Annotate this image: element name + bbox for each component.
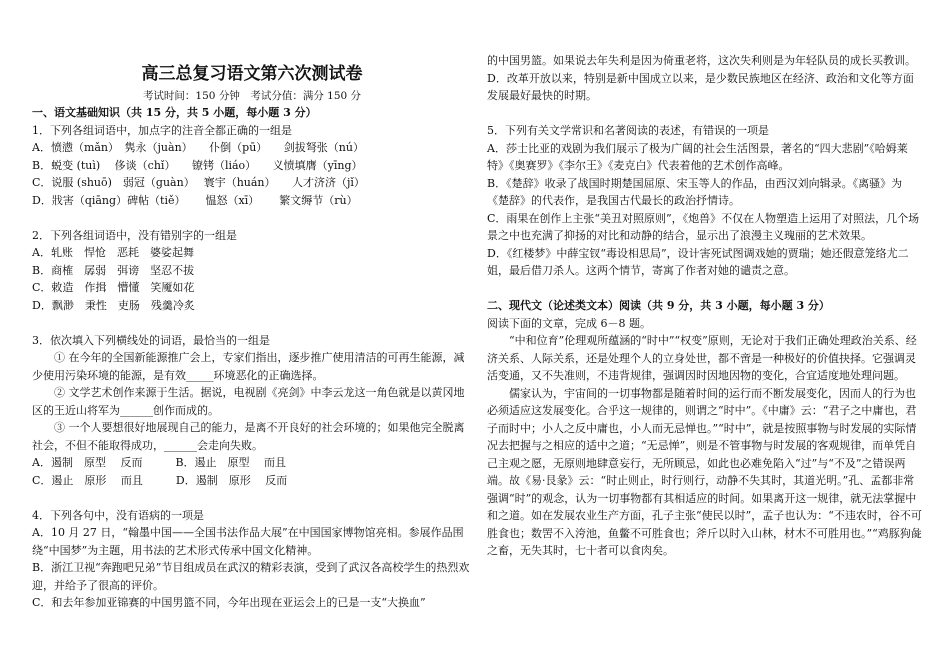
q5-stem: 5．下列有关文学常识和名著阅读的表述，有错误的一项是 [487, 124, 769, 137]
q5-option-c: C．雨果在创作上主张“美丑对照原则”，《炮兽》不仅在人物塑造上运用了对照法，几个场景之中也充满了抑扬的对比和动静的结合，显示出了浪漫主义瑰丽的艺术效果。 [487, 211, 920, 242]
q1-option-a: A．愤懑（mǎn） 隽永（juàn） 仆倒（pū） 剑拔弩张（nú） [32, 141, 364, 154]
q4-option-c: C．和去年参加亚锦赛的中国男篮不同，今年出现在亚运会上的已是一支“大换血” [32, 596, 426, 609]
q3-sentence-1: ① 在今年的全国新能源推广会上，专家们指出，逐步推广使用清洁的可再生能源，减少使用污染环境的能源，是有效_____环境恶化的正确选择。 [32, 351, 465, 382]
q2-stem: 2．下列各组词语中，没有错别字的一组是 [32, 228, 237, 242]
article-paragraph-1: “中和位育”伦理观所蕴涵的“时中”“权变”原则，无论对于我们正确处理政治关系、经济关系、人际关系，还是处理个人的立身处世，都不啻是一种极好的价值抉择。它强调灵活变通，又不失准则，不违背规律，强调因时因地因物的变化，合宜适度地处理问题。 [487, 334, 917, 382]
page-title: 高三总复习语文第六次测试卷 [141, 64, 363, 84]
q2-option-c: C．敕造 作揖 懵懂 笑魇如花 [32, 281, 195, 294]
q4-option-c-continued: 的中国男篮。如果说去年失利是因为倚重老将，这次失利则是为年轻队员的成长买教训。 [487, 54, 916, 67]
article-paragraph-2: 儒家认为，宇宙间的一切事物都是随着时间的运行而不断发展变化，因而人的行为也必须适应这发展变化。合乎这一规律的，则谓之“时中”。《中庸》云：“君子之中庸也，君子而时中；小人之反中庸也，小人而无忌惮也。”“时中”，就是按照事物与时发展的实际情况去把握与之相应的适中之道；“无忌惮”，则是不管事物与时发展的客观规律，而单凭自己主观之愿，无原则地肆意妄行，无所顾忌，如此也必难免陷入“过”与“不及”之错误两端。故《易·艮彖》云：“时止则止，时行则行，动静不失其时，其道光明。”孔、孟都非常强调“时”的观念，认为一切事物都有其相适应的时间。如果离开这一规律，就无法掌握中和之道。如在发展农业生产方面，孔子主张“使民以时”，孟子也认为：“不违农时，谷不可胜食也；数罟不入洿池，鱼鳖不可胜食也；斧斤以时入山林，材木不可胜用也。”“鸡豚狗彘之畜，无失其时，七十者可以食肉矣。 [487, 386, 922, 557]
q4-option-b: B．浙江卫视“奔跑吧兄弟”节目组成员在武汉的精彩表演，受到了武汉各高校学生的热烈欢迎，并给予了很高的评价。 [32, 561, 470, 592]
q1-option-b: B．蜕变 (tuì) 侈谈（chǐ） 镣铐（liáo） 义愤填膺（yīng） [32, 158, 363, 172]
q1-option-c: C．说服 (shuō) 弱冠（guàn） 寰宇（huán） 人才济济（jǐ） [32, 176, 365, 189]
q5-option-b: B．《楚辞》收录了战国时期楚国屈原、宋玉等人的作品，由西汉刘向辑录。《离骚》为《楚辞》的代表作，是我国古代最长的政治抒情诗。 [487, 176, 903, 207]
q2-option-d: D．飘渺 秉性 吏肠 残羹冷炙 [32, 298, 195, 312]
q4-option-d: D．改革开放以来，特别是新中国成立以来，是少数民族地区在经济、政治和文化等方面发展最好最快的时期。 [487, 71, 914, 102]
q3-options-cd: C．遏止 原形 而且 D．遏制 原形 反而 [32, 473, 288, 487]
section2-intro: 阅读下面的文章，完成 6－8 题。 [487, 316, 651, 330]
q5-option-a: A．莎士比亚的戏剧为我们展示了极为广阔的社会生活图景，著名的“四大悲剧”《哈姆莱特》《奥赛罗》《李尔王》《麦克白》代表着他的艺术创作高峰。 [487, 141, 908, 172]
q3-sentence-2: ② 文学艺术创作来源于生活。据说，电视剧《亮剑》中李云龙这一角色就是以黄冈地区的王近山将军为______创作而成的。 [32, 386, 465, 417]
q2-option-b: B．商榷 孱弱 弭谤 坚忍不拔 [32, 263, 195, 277]
q5-option-d: D．《红楼梦》中薛宝钗“毒设相思局”，设计害死试图调戏她的贾瑞；她还假意笼络尤二姐，最后借刀杀人。这两个情节，寄寓了作者对她的谴责之意。 [487, 246, 909, 277]
q3-options-ab: A．遏制 原型 反而 B．遏止 原型 而且 [32, 456, 287, 469]
q1-stem: 1．下列各组词语中，加点字的注音全都正确的一组是 [32, 123, 292, 137]
q3-sentence-3: ③ 一个人要想很好地展现自己的能力，是离不开良好的社会环境的；如果他完全脱离社会，不但不能取得成功，______会走向失败。 [32, 421, 465, 452]
q4-stem: 4．下列各句中，没有语病的一项是 [32, 508, 204, 522]
q3-stem: 3．依次填入下列横线处的词语，最恰当的一组是 [32, 333, 270, 347]
section2-heading: 二、现代文（论述类文本）阅读（共 9 分，共 3 小题，每小题 3 分） [487, 299, 830, 312]
q2-option-a: A．轧账 悍怆 恶耗 婆娑起舞 [32, 246, 194, 259]
q1-option-d: D．戕害（qiāng）碑帖（tiě） 愠怒（xī） 繁文缛节（rù） [32, 193, 358, 207]
exam-info: 考试时间：150 分钟 考试分值：满分 150 分 [142, 90, 362, 102]
section1-heading: 一、语文基础知识（共 15 分，共 5 小题，每小题 3 分） [32, 106, 317, 119]
right-column [487, 52, 922, 560]
q4-option-a: A．10 月 27 日，“翰墨中国——全国书法作品大展”在中国国家博物馆亮相。参展作品围绕“中国梦”为主题，用书法的艺术形式传承中国文化精神。 [32, 526, 464, 557]
left-column [32, 0, 472, 612]
